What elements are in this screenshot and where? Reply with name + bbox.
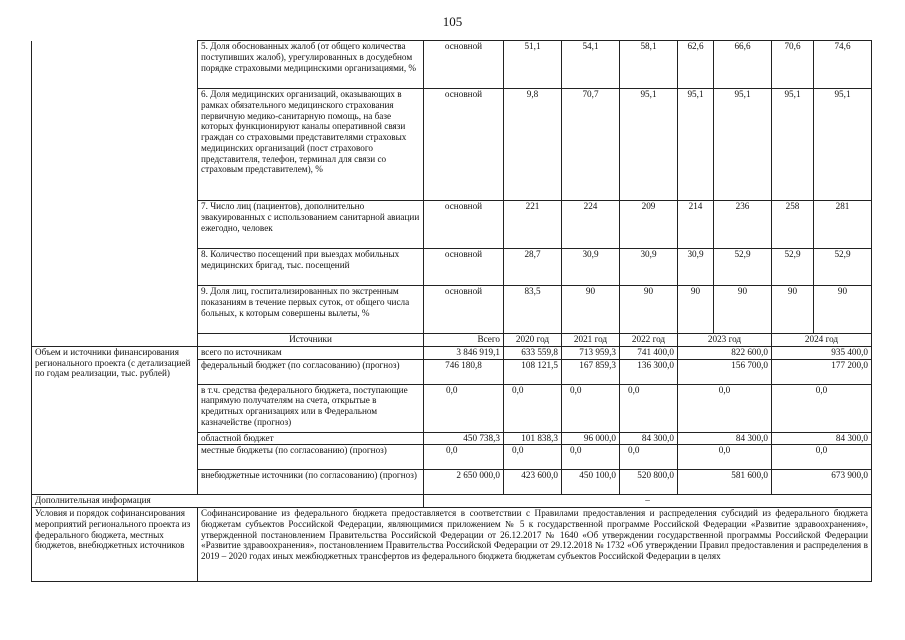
indicator-value: 90 — [772, 286, 814, 334]
finance-value: 935 400,0 — [772, 346, 872, 359]
additional-info-value: – — [424, 495, 872, 508]
indicator-value: 83,5 — [504, 286, 562, 334]
finance-value: 822 600,0 — [678, 346, 772, 359]
finance-source: местные бюджеты (по согласованию) (прогноз) — [198, 445, 424, 470]
indicator-value: 51,1 — [504, 41, 562, 89]
indicator-value: 209 — [620, 201, 678, 249]
indicator-value: 30,9 — [678, 249, 714, 286]
finance-source: в т.ч. средства федерального бюджета, поступающие напрямую получателям на счета, открытые в кредитных организациях или в Федеральном казначействе (прогноз) — [198, 384, 424, 432]
finance-value: 713 959,3 — [562, 346, 620, 359]
indicator-value: 30,9 — [562, 249, 620, 286]
indicator-type: основной — [424, 201, 504, 249]
indicator-value: 236 — [714, 201, 772, 249]
additional-info-row — [32, 495, 872, 508]
finance-value: 84 300,0 — [620, 432, 678, 445]
finance-value: 156 700,0 — [678, 359, 772, 384]
indicator-row — [32, 89, 872, 201]
indicator-value: 28,7 — [504, 249, 562, 286]
finance-value: 0,0 — [504, 445, 562, 470]
finance-total: 0,0 — [424, 445, 504, 470]
finance-value: 84 300,0 — [772, 432, 872, 445]
finance-value: 0,0 — [620, 445, 678, 470]
indicator-value: 90 — [814, 286, 872, 334]
indicator-value: 58,1 — [620, 41, 678, 89]
indicator-value: 90 — [620, 286, 678, 334]
finance-total: 0,0 — [424, 384, 504, 432]
finance-value: 423 600,0 — [504, 470, 562, 495]
indicator-value: 95,1 — [814, 89, 872, 201]
finance-header-year: 2023 год — [678, 334, 772, 347]
finance-header-year: 2022 год — [620, 334, 678, 347]
finance-value: 0,0 — [772, 445, 872, 470]
indicator-row — [32, 41, 872, 89]
indicator-row — [32, 286, 872, 334]
finance-value: 633 559,8 — [504, 346, 562, 359]
indicator-value: 74,6 — [814, 41, 872, 89]
finance-total: 450 738,3 — [424, 432, 504, 445]
indicator-type: основной — [424, 249, 504, 286]
indicator-value: 52,9 — [714, 249, 772, 286]
finance-value: 0,0 — [504, 384, 562, 432]
finance-value: 108 121,5 — [504, 359, 562, 384]
finance-total: 3 846 919,1 — [424, 346, 504, 359]
blank-cell — [32, 249, 198, 286]
finance-value: 177 200,0 — [772, 359, 872, 384]
indicator-value: 95,1 — [714, 89, 772, 201]
project-passport-table — [31, 40, 872, 582]
indicator-value: 90 — [678, 286, 714, 334]
finance-value: 84 300,0 — [678, 432, 772, 445]
indicator-value: 224 — [562, 201, 620, 249]
finance-source: федеральный бюджет (по согласованию) (прогноз) — [198, 359, 424, 384]
indicator-value: 30,9 — [620, 249, 678, 286]
finance-source: всего по источникам — [198, 346, 424, 359]
indicator-value: 221 — [504, 201, 562, 249]
finance-value: 101 838,3 — [504, 432, 562, 445]
indicator-value: 95,1 — [620, 89, 678, 201]
finance-value: 673 900,0 — [772, 470, 872, 495]
finance-value: 0,0 — [562, 384, 620, 432]
indicator-value: 62,6 — [678, 41, 714, 89]
finance-header-row — [32, 334, 872, 347]
finance-source: областной бюджет — [198, 432, 424, 445]
indicator-name: 7. Число лиц (пациентов), дополнительно эвакуированных с использованием санитарной авиации ежегодно, человек — [198, 201, 424, 249]
indicator-type: основной — [424, 286, 504, 334]
indicator-value: 90 — [714, 286, 772, 334]
additional-info-label: Дополнительная информация — [32, 495, 424, 508]
blank-cell — [32, 89, 198, 201]
finance-section-label: Объем и источники финансирования регионального проекта (с детализацией по годам реализации, тыс. рублей) — [32, 346, 198, 495]
cofinancing-label: Условия и порядок софинансирования мероприятий регионального проекта из федерального бюджета, местных бюджетов, внебюджетных источников — [32, 508, 198, 582]
indicator-value: 9,8 — [504, 89, 562, 201]
indicator-value: 258 — [772, 201, 814, 249]
indicator-type: основной — [424, 89, 504, 201]
indicator-name: 8. Количество посещений при выездах мобильных медицинских бригад, тыс. посещений — [198, 249, 424, 286]
finance-header-sources: Источники — [198, 334, 424, 347]
finance-value: 0,0 — [620, 384, 678, 432]
indicator-type: основной — [424, 41, 504, 89]
finance-header-year: 2024 год — [772, 334, 872, 347]
finance-total: 746 180,8 — [424, 359, 504, 384]
blank-cell — [32, 334, 198, 347]
finance-value: 0,0 — [772, 384, 872, 432]
indicator-name: 6. Доля медицинских организаций, оказывающих в рамках обязательного медицинского страхования первичную медико-санитарную помощь, на базе которых функционируют каналы оперативной связи граждан со страховыми представителями страховых медицинских организаций (пост страхового представителя, телефон, терминал для связи со страховым представителем), % — [198, 89, 424, 201]
finance-header-year: 2020 год — [504, 334, 562, 347]
indicator-value: 52,9 — [814, 249, 872, 286]
finance-source: внебюджетные источники (по согласованию) (прогноз) — [198, 470, 424, 495]
blank-cell — [32, 41, 198, 89]
finance-value: 167 859,3 — [562, 359, 620, 384]
cofinancing-row — [32, 508, 872, 582]
indicator-value: 70,7 — [562, 89, 620, 201]
indicator-value: 214 — [678, 201, 714, 249]
indicator-value: 90 — [562, 286, 620, 334]
finance-header-total: Всего — [424, 334, 504, 347]
finance-row — [32, 346, 872, 359]
finance-value: 96 000,0 — [562, 432, 620, 445]
finance-value: 741 400,0 — [620, 346, 678, 359]
indicator-value: 281 — [814, 201, 872, 249]
indicator-value: 95,1 — [772, 89, 814, 201]
finance-value: 136 300,0 — [620, 359, 678, 384]
indicator-value: 54,1 — [562, 41, 620, 89]
indicator-name: 5. Доля обоснованных жалоб (от общего количества поступивших жалоб), урегулированных в досудебном порядке страховыми медицинскими организациями, % — [198, 41, 424, 89]
finance-total: 2 650 000,0 — [424, 470, 504, 495]
finance-value: 0,0 — [678, 445, 772, 470]
indicator-value: 95,1 — [678, 89, 714, 201]
indicator-value: 66,6 — [714, 41, 772, 89]
indicator-row — [32, 249, 872, 286]
indicator-value: 70,6 — [772, 41, 814, 89]
finance-value: 450 100,0 — [562, 470, 620, 495]
finance-value: 0,0 — [562, 445, 620, 470]
blank-cell — [32, 286, 198, 334]
finance-value: 581 600,0 — [678, 470, 772, 495]
finance-header-year: 2021 год — [562, 334, 620, 347]
finance-value: 520 800,0 — [620, 470, 678, 495]
indicator-name: 9. Доля лиц, госпитализированных по экстренным показаниям в течение первых суток, от общего числа больных, к которым совершены вылеты, % — [198, 286, 424, 334]
indicator-value: 52,9 — [772, 249, 814, 286]
page-number: 105 — [442, 14, 463, 29]
finance-value: 0,0 — [678, 384, 772, 432]
blank-cell — [32, 201, 198, 249]
cofinancing-text: Софинансирование из федерального бюджета предоставляется в соответствии с Правилами предоставления и распределения субсидий из федерального бюджета бюджетам субъектов Российской Федерации, являющимися приложением № 5 к государственной программе Российской Федерации «Развитие здравоохранения», утвержденной постановлением Правительства Российской Федерации от 26.12.2017 № 1640 «Об утверждении государственной программы Российской Федерации «Развитие здравоохранения», постановлением Правительства Российской Федерации от 29.12.2018 № 1732 «Об утверждении Правил предоставления и распределения в 2019 – 2020 годах иных межбюджетных трансфертов из федерального бюджета бюджетам субъектов Российской Федерации в целях — [198, 508, 872, 582]
indicator-row — [32, 201, 872, 249]
